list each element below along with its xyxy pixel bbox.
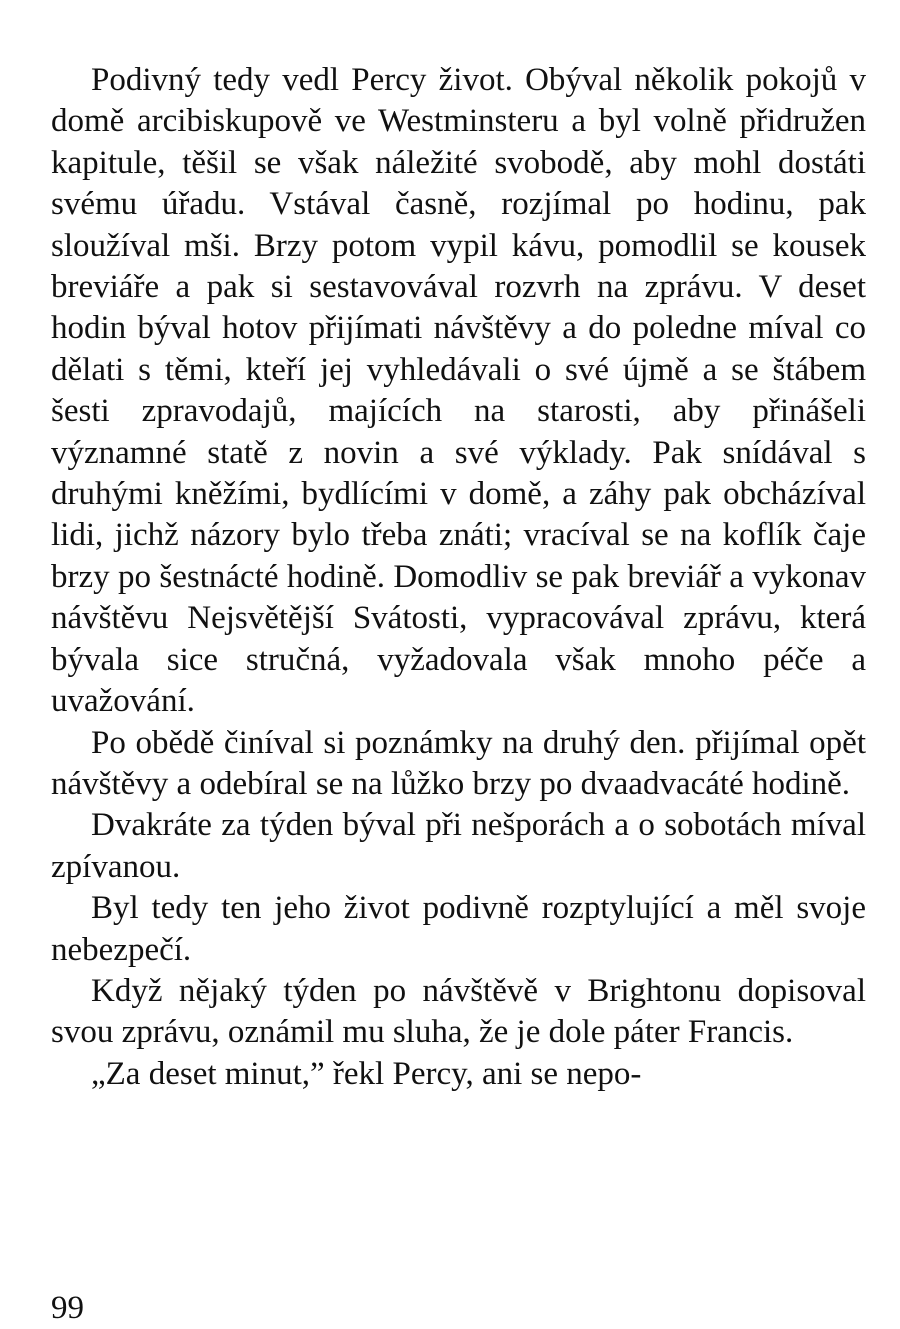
page-number: 99 <box>51 1290 84 1326</box>
paragraph-5: Když nějaký týden po návštěvě v Brightonu dopisoval svou zprávu, oznámil mu sluha, že je dole páter Francis. <box>51 972 866 1051</box>
paragraph-4: Byl tedy ten jeho život podivně rozptylující a měl svoje nebezpečí. <box>51 890 866 968</box>
paragraph-1: Podivný tedy vedl Percy život. Obýval několik pokojů v domě arcibiskupově ve Westminsteru a byl volně přidružen kapitule, těšil se však náležité svobodě, aby mohl dostáti svému úřadu. Vstával časně, rozjímal po hodinu, pak sloužíval mši. Brzy potom vypil kávu, pomodlil se kousek breviáře a pak si sestavovával rozvrh na zprávu. V deset hodin býval hotov přijímati návštěvy a do poledne míval co dělati s těmi, kteří jej vyhledávali o své újmě a se štábem šesti zpravodajů, majících na starosti, aby přinášeli významné statě z novin a své výklady. Pak snídával s druhými kněžími, bydlícími v domě, a záhy pak obcházíval lidi, jichž názory bylo třeba znáti; vracíval se na koflík čaje brzy po šestnácté hodině. Domodliv se pak breviář a vykonav návštěvu Nejsvětější Svátosti, vypracovával zprávu, která bývala sice stručná, vyžadovala však mnoho péče a uvažování. <box>51 62 866 720</box>
body-text <box>51 60 866 1095</box>
paragraph-2: Po obědě činíval si poznámky na druhý den. přijímal opět návštěvy a odebíral se na lůžko brzy po dvaadvacáté hodině. <box>51 724 866 802</box>
paragraph-3: Dvakráte za týden býval při nešporách a o sobotách míval zpívanou. <box>51 807 866 885</box>
paragraph-6: „Za deset minut,” řekl Percy, ani se nepo- <box>91 1055 642 1092</box>
